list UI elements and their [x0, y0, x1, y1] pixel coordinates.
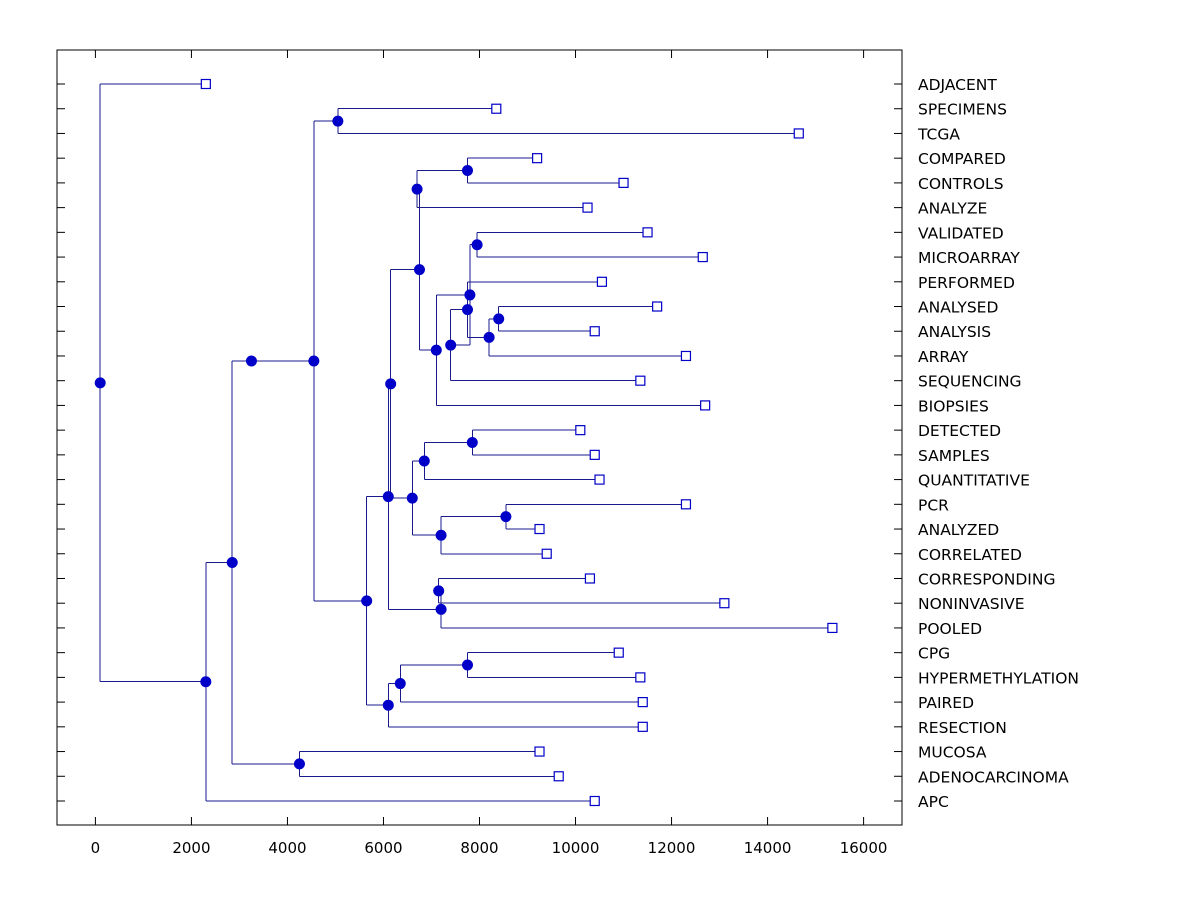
x-axis-tick-label: 0: [90, 839, 101, 857]
merge-marker: [446, 340, 456, 350]
leaf-marker: [701, 401, 710, 410]
x-axis-tick-label: 12000: [647, 839, 696, 857]
x-axis-tick-label: 4000: [268, 839, 307, 857]
leaf-label: ADENOCARCINOMA: [918, 768, 1069, 787]
leaf-marker: [636, 673, 645, 682]
merge-marker: [436, 530, 446, 540]
leaf-marker: [636, 376, 645, 385]
merge-marker: [407, 493, 417, 503]
leaf-marker: [828, 623, 837, 632]
merge-marker: [484, 332, 494, 342]
leaf-label: HYPERMETHYLATION: [918, 669, 1080, 688]
leaf-marker: [595, 475, 604, 484]
merge-marker: [462, 166, 472, 176]
leaf-marker: [681, 351, 690, 360]
leaf-label: SEQUENCING: [918, 372, 1022, 391]
merge-marker: [431, 345, 441, 355]
leaf-marker: [535, 525, 544, 534]
plot-frame: [57, 50, 902, 825]
leaf-label: TCGA: [918, 125, 960, 144]
merge-marker: [383, 700, 393, 710]
leaf-marker: [535, 747, 544, 756]
leaf-label: ANALYZE: [918, 199, 988, 218]
leaf-marker: [720, 599, 729, 608]
leaf-label: ANALYSED: [918, 298, 999, 317]
leaf-marker: [638, 722, 647, 731]
leaf-label: NONINVASIVE: [918, 595, 1025, 614]
leaf-label: POOLED: [918, 619, 983, 638]
x-axis-tick-label: 16000: [839, 839, 888, 857]
leaf-label-group: [917, 76, 1079, 811]
merge-marker: [462, 305, 472, 315]
leaf-marker: [597, 277, 606, 286]
leaf-label: PAIRED: [918, 694, 975, 713]
leaf-marker: [698, 253, 707, 262]
leaf-label: QUANTITATIVE: [918, 471, 1030, 490]
leaf-marker: [643, 228, 652, 237]
leaf-marker: [614, 648, 623, 657]
leaf-label: CORRELATED: [918, 545, 1022, 564]
leaf-label: RESECTION: [918, 718, 1007, 737]
leaf-marker: [554, 772, 563, 781]
leaf-marker: [585, 574, 594, 583]
x-axis-tick-label: 10000: [551, 839, 600, 857]
leaf-label: COMPARED: [918, 150, 1006, 169]
leaf-label: ARRAY: [918, 347, 969, 366]
merge-marker: [309, 356, 319, 366]
leaf-marker: [653, 302, 662, 311]
merge-marker: [201, 677, 211, 687]
leaf-label: APC: [918, 793, 949, 811]
leaf-label: SAMPLES: [918, 446, 990, 465]
leaf-label: ANALYSIS: [918, 323, 992, 342]
merge-marker: [436, 604, 446, 614]
leaf-label: CORRESPONDING: [918, 570, 1056, 589]
leaf-marker: [619, 178, 628, 187]
leaf-marker: [681, 500, 690, 509]
x-axis-tick-label: 14000: [743, 839, 792, 857]
leaf-marker: [533, 154, 542, 163]
leaf-markers: [201, 80, 837, 806]
leaf-marker: [590, 450, 599, 459]
merge-marker: [467, 438, 477, 448]
leaf-label: MUCOSA: [918, 743, 987, 762]
leaf-label: ADJACENT: [918, 76, 997, 94]
merge-marker: [395, 679, 405, 689]
merge-marker: [434, 586, 444, 596]
x-axis-tick-label: 6000: [364, 839, 403, 857]
merge-marker: [383, 492, 393, 502]
leaf-marker: [590, 797, 599, 806]
leaf-label: MICROARRAY: [918, 249, 1020, 268]
merge-marker: [333, 116, 343, 126]
merge-marker: [501, 512, 511, 522]
leaf-marker: [201, 80, 210, 89]
merge-marker: [465, 290, 475, 300]
leaf-marker: [583, 203, 592, 212]
merge-marker: [386, 379, 396, 389]
leaf-label: CONTROLS: [918, 174, 1004, 193]
merge-marker: [227, 557, 237, 567]
leaf-marker: [576, 426, 585, 435]
leaf-label: PCR: [918, 496, 949, 515]
merge-marker: [246, 356, 256, 366]
leaf-label: SPECIMENS: [918, 100, 1007, 119]
dendrogram-links: [100, 84, 832, 801]
merge-marker: [472, 240, 482, 250]
merge-marker: [412, 184, 422, 194]
merge-marker: [95, 378, 105, 388]
leaf-marker: [794, 129, 803, 138]
leaf-label: DETECTED: [918, 422, 1002, 441]
merge-marker: [414, 265, 424, 275]
merge-marker: [419, 456, 429, 466]
leaf-label: ANALYZED: [918, 521, 1000, 540]
leaf-marker: [542, 549, 551, 558]
merge-marker: [462, 660, 472, 670]
leaf-marker: [492, 104, 501, 113]
merge-marker: [494, 314, 504, 324]
x-axis-tick-label: 8000: [460, 839, 499, 857]
x-axis-tick-label: 2000: [172, 839, 211, 857]
leaf-label: BIOPSIES: [918, 397, 989, 416]
merge-marker: [362, 596, 372, 606]
leaf-label: VALIDATED: [918, 224, 1004, 243]
leaf-marker: [590, 327, 599, 336]
leaf-label: PERFORMED: [918, 273, 1015, 292]
leaf-label: CPG: [918, 644, 951, 663]
leaf-marker: [638, 698, 647, 707]
merge-marker: [294, 759, 304, 769]
